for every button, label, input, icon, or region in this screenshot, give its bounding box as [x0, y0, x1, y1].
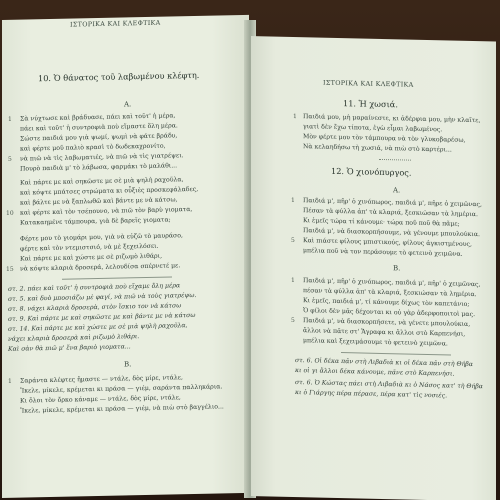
line-number: 1: [8, 115, 12, 123]
section-heading: Α.: [124, 100, 132, 109]
line-number: 1: [293, 112, 297, 121]
verse-line: Πέσαν τὰ φύλλα ἀπ' τὰ κλαριά, ξεσκιώσαν τὰ λημέρια.: [303, 207, 478, 219]
running-head: ΙΣΤΟΡΙΚΑ ΚΑΙ ΚΛΕΦΤΙΚΑ: [70, 18, 161, 29]
divider-rule: [341, 352, 451, 355]
variant-line: νάχει κλαριὰ δροσερὰ καὶ ριζωμὸ λιθάρι.: [8, 333, 140, 343]
variant-line: στ. 6. Οἱ δέκα πᾶν στὴ Λιβαδιὰ κι οἱ δέκα πᾶν στὴ Θήβα: [295, 356, 474, 369]
poem-title: 11. Ἡ χωσιά.: [343, 98, 398, 110]
line-number: 5: [291, 236, 295, 244]
verse-line: Παιδιά μου, μὴ μαραίνεστε, κι ἀδέρφια μου, μὴν κλαῖτε,: [303, 113, 481, 125]
line-number: 5: [291, 316, 295, 324]
variant-line: στ. 2. πάει καὶ τοῦτ' ἡ συντροφιὰ ποὺ εἴχαμε ὅλη μέρα: [8, 282, 181, 293]
verse-line: Πουρὸ παιδιὰ μ' τὸ λάβωσα, φαρμάκι τὸ μαλάθι...: [20, 162, 178, 173]
divider-rule: [379, 159, 411, 161]
verse-line: Παιδιά μ', νὰ διασκορπήσουμε, νὰ γένουμε μπουλούκια.: [303, 227, 480, 239]
variant-line: στ. 8. νάχει κλαριὰ δροσερὰ, στὸν ἴσκιο τον νὰ κάτσω: [8, 302, 182, 313]
verse-line: καὶ βάλτε με νὰ ξαπλωθῶ καὶ βάντε με νὰ κάτσω,: [20, 196, 178, 207]
right-page: [251, 36, 496, 500]
line-number: 5: [8, 155, 12, 163]
verse-line: μπέλια ποῦ νὰ τον περάσουμε τὸ φετεινὸ χειμῶνα.: [303, 247, 463, 258]
section-heading: Β.: [393, 264, 401, 273]
verse-line: Ἴκελε, μίκελε, κρέμεται κι πράσα — γιέμ, νὰ πιὼ στὸ βαγγέλιο...: [20, 403, 224, 415]
line-number: 1: [8, 377, 12, 385]
verse-line: Παιδιά μ', πῆρ' ὁ χινόπωρος, παιδιά μ', πῆρ' ὁ χειμῶνας,: [303, 277, 481, 289]
line-number: 1: [291, 196, 295, 204]
variant-line: στ. 9. Καὶ πάρτε με καὶ σηκῶστε με καὶ βάντε με νὰ κάτσω: [8, 311, 196, 323]
poem-title: 12. Ὁ χιονόπυργος.: [331, 165, 412, 178]
verse-line: Καὶ πάρτε με καὶ χώστε με σὲ ριζωμὸ λιθάρι,: [20, 252, 163, 263]
verse-line: γιατὶ δὲν ἔχω τίποτα, ἐγὼ εἶμαι λαβωμένος.: [303, 123, 443, 134]
verse-line: ἄλλοι νὰ πᾶτε στ' Ἄγραφα κι ἄλλοι στὸ Καρπενήσι,: [303, 327, 466, 338]
verse-line: νὰ κόψτε κλαριὰ δροσερά, λελουδίσα σπέρνετέ με.: [20, 262, 181, 273]
line-number: 1: [291, 276, 295, 284]
verse-line: μπέλια καὶ ξεχειμάσουμε τὸ φετεινὸ χειμῶνα.: [303, 337, 448, 348]
verse-line: Σαράντα κλέφτες ἤμαστε — ντάλε, δὸς μίρε, ντάλε,: [20, 374, 183, 385]
verse-line: Ἴκελε, μίκελε, κρέμεται κι πράσα — γιέμ, σαράντα παλληκάρια.: [20, 383, 223, 395]
verse-line: Σὰ νύχτωσε καὶ βράδυασε, πάει καὶ τοῦτ' ἡ μέρα,: [20, 112, 176, 123]
verse-line: καὶ φέρτε καὶ τὸν τσέπουνο, νὰ πιῶ τὸν βαρὺ γιοματα,: [20, 206, 193, 217]
verse-line: Κι ἐμεῖς τώρα τί κάνουμε· τώρα ποῦ ποῦ θὰ πᾶμε;: [303, 217, 460, 228]
verse-line: πέσαν τὰ φύλλα ἀπ' τὰ κλαριά, ξεσκιώσαν τὰ λημέρια.: [303, 287, 477, 299]
verse-line: φέρτε καὶ τὸν ντεμιστσιό, νὰ μὲ ξεχειλόσει.: [20, 242, 159, 253]
variant-line: Καὶ σὰν θὰ πιῶ μ' ἔνα βαριὸ γιοματα...: [8, 343, 131, 353]
verse-line: Σώστε παιδιά μου γιὰ ψωμί, ψωμὶ νὰ φάτε βράδυ,: [20, 132, 178, 143]
line-number: 15: [6, 265, 14, 273]
verse-line: Κι ὅλοι τὸν ὄρκο κάναμε — ντάλε, δὸς μίρε, ντάλε,: [20, 394, 181, 405]
verse-line: νὰ πιῶ νὰ τὶς λαβωματιές, νὰ πιῶ νὰ τὶς γιατρέψει.: [20, 152, 184, 163]
left-page: [2, 15, 249, 498]
verse-line: Μὸν φέρτε μου τὸν τάμπουρα νὰ τὸν γλυκοβαρέσω,: [303, 133, 466, 144]
verse-line: Καὶ πάρτε με καὶ σηκῶστε με σὲ μιὰ ψηλὴ ραχοῦλα,: [20, 176, 184, 187]
verse-line: Κατακαημένε τάμπουρα, γιὰ δὲ βαρεῖς γιοματα;: [20, 216, 171, 227]
variant-line: στ. 5. καὶ δυὸ μποσιάζω μὲ φαγί, νὰ πιῶ νὰ τοὺς γιατρέψω.: [8, 291, 197, 303]
verse-line: πάει καὶ τοῦτ' ἡ συντροφιὰ ποὺ εἴμαστε ὅλη μέρα.: [20, 122, 178, 133]
variant-line: κι ὁ Γιάργης πέρα πέρασε, πέρα κατ' τὶς νοσιές.: [295, 388, 448, 400]
verse-line: καὶ κόψτε μπάτσες στρώματα κι οὖξιὲς προσκεφάλαδες,: [20, 185, 199, 197]
section-heading: Α.: [393, 186, 401, 195]
running-head: ΙΣΤΟΡΙΚΑ ΚΑΙ ΚΛΕΦΤΙΚΑ: [323, 78, 414, 89]
verse-line: Κι ἐμεῖς, παιδιά μ', τί κάνουμε δίχως τὸν καπετάνιο;: [303, 297, 470, 308]
verse-line: Καὶ πιάστε φίλους μπιστικούς, φίλους ἀγκιστμένους,: [303, 237, 472, 249]
poem-title: 10. Ὁ θάνατος τοῦ λαβωμένου κλέφτη.: [38, 69, 200, 84]
variant-line: στ. 14. Καὶ πάρτε με καὶ χώστε με σὲ μιὰ ψηλὴ ραχοῦλα,: [8, 322, 188, 333]
verse-line: Παιδιά μ', νὰ διασκορπήσετε, νὰ γένετε μπουλούκια,: [303, 317, 471, 328]
line-number: 10: [6, 209, 14, 217]
verse-line: Ὁ φίλοι δὲν μᾶς δέχονται κι οὐ γὰρ ἀδερφοποιτοὶ μας.: [303, 307, 476, 319]
variant-line: στ. 6. Ὁ Κώστας πάει στὴ Λιβαδιὰ κι ὁ Νάσος κατ' τὴ Θήβα: [295, 378, 483, 391]
verse-line: Νὰ κελαηδήσω τὴ χωσιά, νὰ πιὼ στὸ καρτέρι...: [303, 143, 452, 154]
divider-rule: [62, 276, 172, 279]
verse-line: καὶ φέρτε μοῦ παλιὸ κρασὶ τὸ δωδεκαχρονίτο,: [20, 142, 166, 153]
verse-line: Παιδιά μ', πῆρ' ὁ χινόπωρος, παιδιά μ', πῆρε ὁ χειμῶνας,: [303, 197, 482, 209]
variant-line: κι οἱ γι ἄλλοι δέκα κάνουμε, πᾶνε στὸ Καρπενήσι.: [295, 366, 455, 378]
section-heading: Β.: [124, 360, 132, 369]
verse-line: Φέρτε μου τὸ γιομάρι μου, γιὰ νὰ εὐζῶ τὸ μαυράσο,: [20, 232, 183, 243]
